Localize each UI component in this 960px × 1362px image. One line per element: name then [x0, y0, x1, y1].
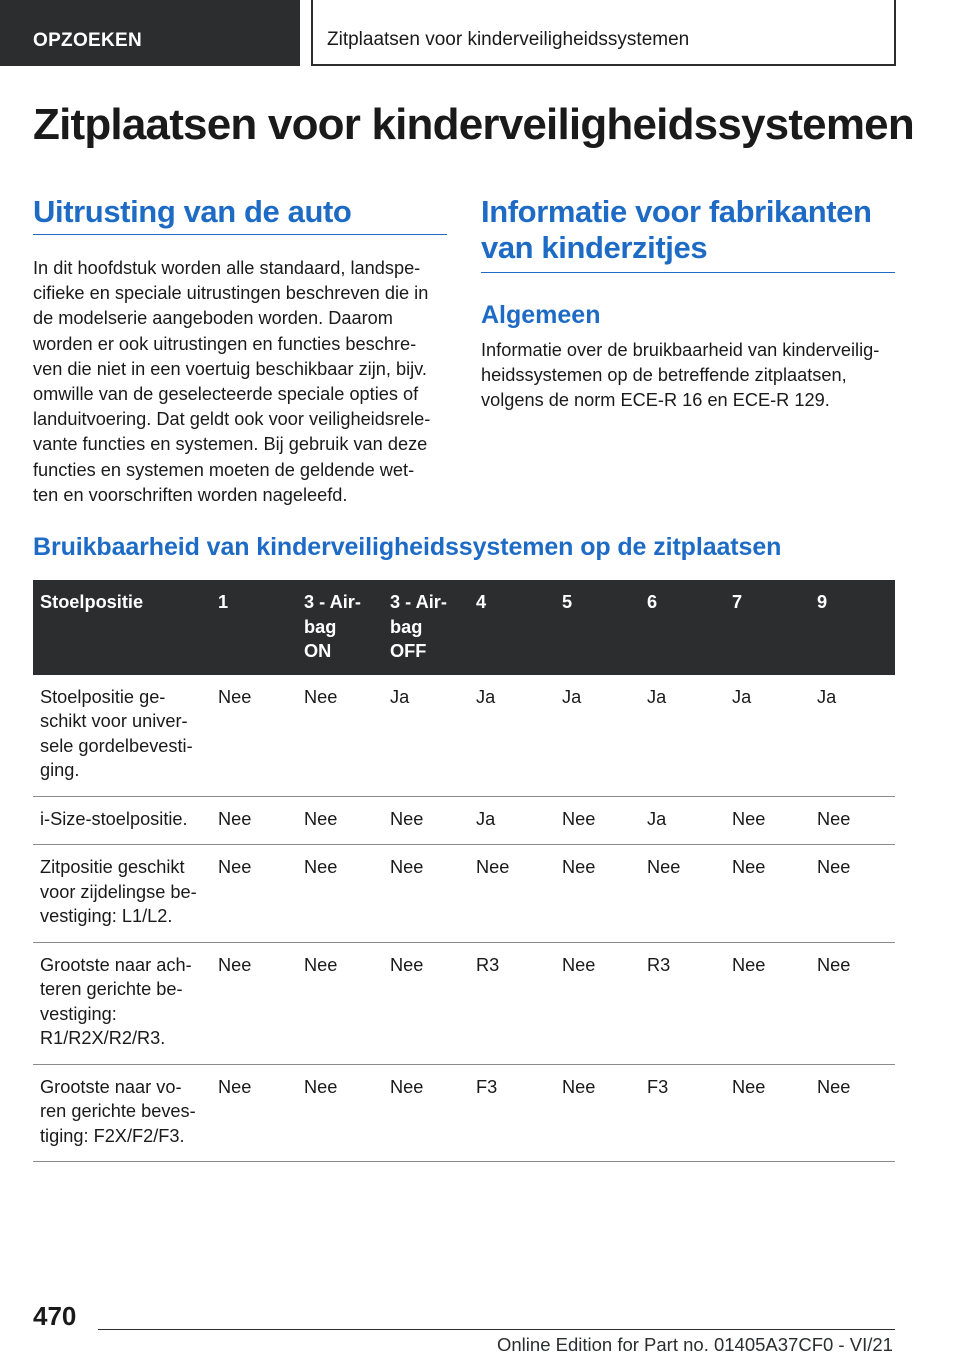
value-cell: Nee	[640, 845, 725, 943]
chapter-title-tab[interactable]: Zitplaatsen voor kinderveiligheidssystemen	[311, 0, 896, 66]
value-cell: Nee	[810, 942, 895, 1064]
text-line: vante functies en systemen. Bij gebruik van deze	[33, 434, 428, 455]
column-header-seat	[297, 580, 383, 675]
value-cell: Ja	[640, 675, 725, 797]
row-label-cell	[33, 1064, 211, 1162]
text-line: heidssystemen op de betreffende zitplaatsen,	[481, 365, 847, 386]
value-cell: Nee	[297, 845, 383, 943]
header-line: 9	[817, 592, 828, 612]
column-header-seat	[211, 580, 297, 675]
value-cell: F3	[640, 1064, 725, 1162]
row-label-line: ging.	[40, 760, 80, 780]
value-cell: Ja	[555, 675, 640, 797]
text-line: omwille van de geselecteerde speciale opties of	[33, 384, 419, 405]
header-line: 3 - Air‐	[304, 592, 361, 612]
row-label-line: sele gordelbevesti‐	[40, 735, 193, 756]
column-header-seat	[383, 580, 469, 675]
value-cell: Nee	[297, 942, 383, 1064]
text-line: cifieke en speciale uitrustingen beschreven die in	[33, 283, 429, 304]
page-header	[0, 0, 960, 66]
value-cell: Nee	[810, 845, 895, 943]
page-number: 470	[33, 1301, 77, 1331]
heading-divider	[33, 234, 447, 235]
column-header-seat	[555, 580, 640, 675]
value-cell: Nee	[211, 942, 297, 1064]
row-label-line: Zitpositie geschikt	[40, 857, 185, 877]
value-cell: Nee	[383, 796, 469, 845]
row-label-line: i-Size-stoelpositie.	[40, 808, 188, 829]
table-row	[33, 675, 895, 797]
column-header-seat	[810, 580, 895, 675]
row-label-line: R1/R2X/R2/R3.	[40, 1028, 166, 1048]
heading-divider	[481, 272, 895, 273]
intro-paragraph	[33, 256, 447, 508]
row-label-cell	[33, 845, 211, 943]
value-cell: Nee	[555, 845, 640, 943]
header-line: bag	[304, 616, 337, 637]
right-column	[481, 194, 895, 414]
column-header-seat	[640, 580, 725, 675]
table-row	[33, 1064, 895, 1162]
section-tab-opzoeken[interactable]: OPZOEKEN	[0, 0, 300, 66]
value-cell: R3	[469, 942, 555, 1064]
value-cell: Nee	[725, 845, 810, 943]
text-line: functies en systemen moeten de geldende wet‐	[33, 459, 415, 480]
value-cell: Nee	[297, 1064, 383, 1162]
seat-suitability-table	[33, 580, 895, 1162]
value-cell: Nee	[725, 1064, 810, 1162]
text-line: landuitvoering. Dat geldt ook voor veiligheidsrele‐	[33, 409, 431, 430]
row-label-cell	[33, 796, 211, 845]
algemeen-paragraph	[481, 338, 895, 414]
heading-line: van kinderzitjes	[481, 230, 708, 265]
left-column	[33, 194, 447, 508]
header-line: ON	[304, 641, 332, 661]
section-heading-informatie	[481, 194, 895, 266]
row-label-line: voor zijdelingse be‐	[40, 881, 197, 902]
value-cell: Nee	[297, 796, 383, 845]
row-label-cell	[33, 942, 211, 1064]
row-label-line: Stoelpositie ge‐	[40, 686, 166, 707]
header-line: 4	[476, 592, 487, 612]
value-cell: Nee	[383, 1064, 469, 1162]
row-label-line: tiging: F2X/F2/F3.	[40, 1125, 185, 1146]
heading-line: Informatie voor fabrikanten	[481, 194, 872, 229]
value-cell: Nee	[810, 796, 895, 845]
table-row	[33, 845, 895, 943]
value-cell: Nee	[725, 796, 810, 845]
text-line: volgens de norm ECE-R 16 en ECE-R 129.	[481, 390, 830, 411]
row-label-line: schikt voor univer‐	[40, 711, 188, 731]
value-cell: Nee	[555, 796, 640, 845]
value-cell: Nee	[555, 942, 640, 1064]
row-label-line: Grootste naar vo‐	[40, 1076, 182, 1097]
row-label-line: vestiging:	[40, 1003, 117, 1024]
text-line: ten en voorschriften worden nageleefd.	[33, 484, 348, 505]
table-body	[33, 675, 895, 1162]
value-cell: Nee	[211, 1064, 297, 1162]
text-line: de modelserie aangeboden worden. Daarom	[33, 308, 393, 329]
header-line: 3 - Air‐	[390, 592, 447, 612]
header-line: Stoelpositie	[40, 592, 144, 612]
value-cell: Ja	[469, 675, 555, 797]
value-cell: Nee	[810, 1064, 895, 1162]
value-cell: R3	[640, 942, 725, 1064]
header-line: 5	[562, 592, 573, 612]
value-cell: Nee	[211, 796, 297, 845]
value-cell: Nee	[297, 675, 383, 797]
header-line: 1	[218, 592, 229, 612]
edition-footer: Online Edition for Part no. 01405A37CF0 - VI/21	[497, 1334, 893, 1355]
value-cell: Nee	[211, 675, 297, 797]
row-label-line: Grootste naar ach‐	[40, 954, 192, 975]
table-row	[33, 942, 895, 1064]
page-title: Zitplaatsen voor kinderveiligheidssystemen	[33, 100, 914, 149]
header-line: 6	[647, 592, 658, 612]
value-cell: F3	[469, 1064, 555, 1162]
value-cell: Nee	[383, 942, 469, 1064]
header-line: 7	[732, 592, 743, 612]
value-cell: Nee	[469, 845, 555, 943]
header-line: OFF	[390, 641, 427, 661]
table-row	[33, 796, 895, 845]
table-header	[33, 580, 895, 675]
value-cell: Ja	[640, 796, 725, 845]
footer-divider	[98, 1329, 895, 1330]
column-header-seat	[469, 580, 555, 675]
value-cell: Nee	[211, 845, 297, 943]
table-section-title: Bruikbaarheid van kinderveiligheidssystemen op de zitplaatsen	[33, 533, 782, 561]
text-line: worden er ook uitrustingen en functies beschre‐	[33, 333, 417, 354]
section-heading-uitrusting: Uitrusting van de auto	[33, 194, 352, 229]
value-cell: Ja	[810, 675, 895, 797]
text-line: In dit hoofdstuk worden alle standaard, landspe‐	[33, 258, 421, 278]
table-header-row	[33, 580, 895, 675]
text-line: ven die niet in een voertuig beschikbaar zijn, bijv.	[33, 358, 427, 379]
value-cell: Nee	[555, 1064, 640, 1162]
text-line: Informatie over de bruikbaarheid van kinderveilig‐	[481, 340, 880, 360]
value-cell: Nee	[725, 942, 810, 1064]
row-label-line: vestiging: L1/L2.	[40, 906, 173, 926]
value-cell: Nee	[383, 845, 469, 943]
row-label-line: teren gerichte be‐	[40, 979, 183, 999]
value-cell: Ja	[383, 675, 469, 797]
value-cell: Ja	[469, 796, 555, 845]
column-header-seat	[725, 580, 810, 675]
value-cell: Ja	[725, 675, 810, 797]
subheading-algemeen: Algemeen	[481, 301, 601, 329]
row-label-line: ren gerichte beves‐	[40, 1101, 196, 1121]
header-line: bag	[390, 616, 423, 637]
row-label-cell	[33, 675, 211, 797]
column-header-stoelpositie	[33, 580, 211, 675]
